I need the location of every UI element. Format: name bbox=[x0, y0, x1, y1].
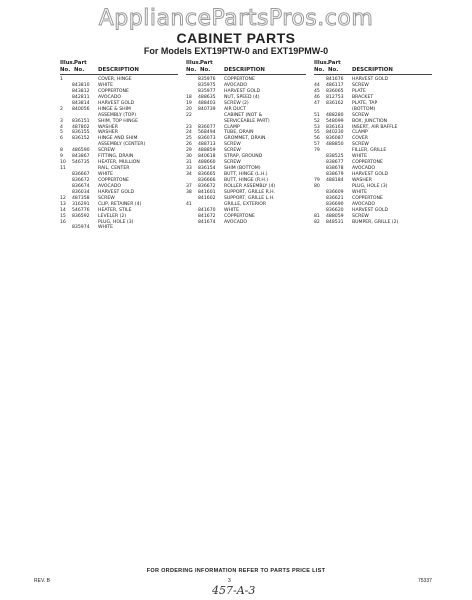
item-number: 18 bbox=[186, 94, 192, 100]
part-number: 835974 bbox=[72, 225, 90, 231]
part-description: ROLLER ASSEMBLY (4) bbox=[224, 183, 276, 189]
item-number: 5 bbox=[60, 130, 63, 136]
part-description: SCREW bbox=[98, 195, 115, 201]
item-number: 3 bbox=[60, 118, 63, 124]
part-description: SERVICEABLE PART) bbox=[224, 118, 270, 124]
part-number: 840056 bbox=[72, 106, 90, 112]
part-description: HEATER, STILE bbox=[98, 207, 132, 213]
part-number: 488859 bbox=[198, 148, 216, 154]
header-description: DESCRIPTION bbox=[98, 67, 139, 73]
part-description: HINGE AND SHIM bbox=[98, 136, 138, 142]
part-description: SCREW bbox=[224, 148, 241, 154]
part-description: WASHER bbox=[352, 177, 372, 183]
part-description: COPPERTONE bbox=[98, 88, 129, 94]
watermark: AppliancePartsPros.com bbox=[98, 6, 374, 31]
part-description: AVOCADO bbox=[98, 183, 122, 189]
part-description: SCREW bbox=[98, 148, 115, 154]
parts-column-3 bbox=[314, 60, 432, 225]
part-number: 486117 bbox=[326, 82, 344, 88]
part-number: 836665 bbox=[198, 172, 216, 177]
part-description: WHITE bbox=[224, 207, 240, 213]
part-number: 836609 bbox=[326, 189, 344, 195]
header-illus: Illus. bbox=[60, 60, 75, 66]
part-number: 488635 bbox=[198, 94, 216, 100]
part-number: 836087 bbox=[326, 136, 344, 142]
part-number: 836073 bbox=[198, 136, 216, 142]
item-number: 51 bbox=[314, 112, 320, 118]
part-description: WASHER bbox=[98, 130, 118, 136]
part-number: 836674 bbox=[72, 183, 90, 189]
part-description: COPPERTONE bbox=[352, 160, 383, 166]
part-number: 486590 bbox=[72, 148, 90, 154]
part-description: STRAP, GROUND bbox=[224, 154, 263, 160]
part-number: 840739 bbox=[198, 106, 216, 112]
part-description: HARVEST GOLD bbox=[98, 100, 135, 106]
part-number: 835977 bbox=[198, 88, 216, 94]
part-description: TUBE, DRAIN bbox=[224, 130, 254, 136]
item-number: 34 bbox=[186, 172, 192, 177]
part-description: FILLER, GRILLE bbox=[352, 148, 387, 154]
part-number: 843810 bbox=[72, 82, 90, 88]
part-number: 836666 bbox=[198, 177, 216, 183]
item-number: 9 bbox=[60, 154, 63, 160]
part-number: 836620 bbox=[326, 207, 344, 213]
part-description: HARVEST GOLD bbox=[352, 207, 389, 213]
part-description: GRILLE, EXTERIOR bbox=[224, 201, 267, 207]
part-number: 842811 bbox=[72, 94, 90, 100]
part-number: 836034 bbox=[72, 189, 90, 195]
part-number: 840618 bbox=[198, 154, 216, 160]
part-description: BRACKET bbox=[352, 94, 374, 100]
item-number: 16 bbox=[60, 219, 66, 225]
item-number: 79 bbox=[314, 148, 320, 154]
part-row bbox=[314, 220, 432, 226]
handwritten-note: 457-A-3 bbox=[212, 584, 256, 597]
part-number: 841676 bbox=[326, 77, 344, 82]
item-number: 25 bbox=[186, 136, 192, 142]
item-number: 19 bbox=[186, 100, 192, 106]
part-number: 488280 bbox=[326, 112, 344, 118]
part-number: 848531 bbox=[326, 219, 344, 225]
part-description: WHITE bbox=[98, 82, 114, 88]
part-number: 568494 bbox=[198, 130, 216, 136]
part-row bbox=[186, 220, 306, 226]
part-number: 836065 bbox=[326, 88, 344, 94]
item-number: 23 bbox=[186, 124, 192, 130]
item-number: 38 bbox=[186, 189, 192, 195]
column-header bbox=[314, 60, 432, 75]
part-description: SHIM (BOTTOM) bbox=[224, 166, 261, 172]
part-description: WHITE bbox=[352, 154, 368, 160]
part-description: AVOCADO bbox=[352, 201, 376, 207]
part-number: 836672 bbox=[198, 183, 216, 189]
date-code: 75337 bbox=[418, 578, 432, 584]
part-description: INSERT, AIR BAFFLE bbox=[352, 124, 398, 130]
header-illus: Illus. bbox=[186, 60, 201, 66]
part-number: 836151 bbox=[72, 118, 90, 124]
part-number: 843867 bbox=[72, 154, 90, 160]
item-number: 45 bbox=[314, 88, 320, 94]
part-number: 836672 bbox=[72, 177, 90, 183]
part-number: 843814 bbox=[72, 100, 90, 106]
item-number: 55 bbox=[314, 130, 320, 136]
item-number: 8 bbox=[60, 148, 63, 154]
item-number: 53 bbox=[314, 124, 320, 130]
part-description: BUTT, HINGE (L.H.) bbox=[224, 172, 268, 177]
part-description: SCREW (2) bbox=[224, 100, 249, 106]
part-description: WHITE bbox=[98, 225, 114, 231]
part-number: 836077 bbox=[198, 124, 216, 130]
part-number: 488713 bbox=[198, 142, 216, 148]
part-description: HINGE & SHIM bbox=[98, 106, 131, 112]
item-number: 15 bbox=[60, 213, 66, 219]
item-number: 26 bbox=[186, 142, 192, 148]
item-number: 22 bbox=[186, 112, 192, 118]
header-part-no: No. bbox=[328, 67, 339, 73]
part-description: SCREW bbox=[224, 142, 241, 148]
part-number: 487358 bbox=[72, 195, 90, 201]
part-description: HARVEST GOLD bbox=[98, 189, 135, 195]
part-description: SCREW bbox=[352, 142, 369, 148]
part-description: AVOCADO bbox=[98, 94, 122, 100]
part-description: SCREW bbox=[352, 82, 369, 88]
part-number: 836155 bbox=[72, 130, 90, 136]
part-description: SCREW bbox=[352, 213, 369, 219]
part-description: AVOCADO bbox=[352, 166, 376, 172]
part-description: (BOTTOM) bbox=[352, 106, 376, 112]
item-number: 56 bbox=[314, 136, 320, 142]
part-number: 836621 bbox=[326, 195, 344, 201]
part-number: 838525 bbox=[326, 154, 344, 160]
item-number: 11 bbox=[60, 166, 66, 172]
part-number: 488660 bbox=[198, 160, 216, 166]
part-number: 836690 bbox=[326, 201, 344, 207]
part-description: COPPERTONE bbox=[352, 195, 383, 201]
header-part-no: No. bbox=[200, 67, 211, 73]
part-number: 836152 bbox=[72, 136, 90, 142]
part-description: HEATER, MULLION bbox=[98, 160, 140, 166]
part-description: ASSEMBLY (CENTER) bbox=[98, 142, 146, 148]
part-number: 841601 bbox=[198, 189, 216, 195]
part-number: 836162 bbox=[326, 100, 344, 106]
part-number: 835976 bbox=[198, 77, 216, 82]
part-description: PLATE, TAP bbox=[352, 100, 378, 106]
part-description: SCREW bbox=[224, 160, 241, 166]
part-number: 836592 bbox=[72, 213, 90, 219]
part-description: COPPERTONE bbox=[98, 177, 129, 183]
part-description: WHITE bbox=[352, 189, 368, 195]
part-description: HARVEST GOLD bbox=[224, 88, 261, 94]
item-number: 10 bbox=[60, 160, 66, 166]
part-description: FITTING, DRAIN bbox=[98, 154, 134, 160]
header-illus-no: No. bbox=[314, 67, 325, 73]
item-number: 29 bbox=[186, 148, 192, 154]
part-description: BOX, JUNCTION bbox=[352, 118, 388, 124]
part-description: ASSEMBLY (TOP) bbox=[98, 112, 136, 118]
part-number: 836163 bbox=[326, 124, 344, 130]
part-description: WHITE bbox=[98, 172, 114, 177]
header-description: DESCRIPTION bbox=[224, 67, 265, 73]
part-description: CLAMP bbox=[224, 124, 240, 130]
part-number: 546776 bbox=[72, 207, 90, 213]
part-number: 487802 bbox=[72, 124, 90, 130]
part-number: 835975 bbox=[198, 82, 216, 88]
header-description: DESCRIPTION bbox=[352, 67, 393, 73]
part-description: NUT, SPEED (4) bbox=[224, 94, 260, 100]
part-number: 838677 bbox=[326, 160, 344, 166]
item-number: 6 bbox=[60, 136, 63, 142]
part-number: 841674 bbox=[198, 219, 216, 225]
header-illus-no: No. bbox=[186, 67, 197, 73]
column-header bbox=[186, 60, 306, 75]
item-number: 82 bbox=[314, 219, 320, 225]
part-description: AVOCADO bbox=[224, 82, 248, 88]
part-number: 488403 bbox=[198, 100, 216, 106]
item-number: 4 bbox=[60, 124, 63, 130]
part-description: BUMPER, GRILLE (2) bbox=[352, 219, 399, 225]
part-description: CABINET (NOT & bbox=[224, 112, 263, 118]
part-description: GROMMET, DRAIN bbox=[224, 136, 266, 142]
part-number: 838678 bbox=[326, 166, 344, 172]
page-title: CABINET PARTS bbox=[176, 30, 296, 46]
item-number: 13 bbox=[60, 201, 66, 207]
part-description: LEVELER (2) bbox=[98, 213, 127, 219]
part-description: SUPPORT, GRILLE L.H. bbox=[224, 195, 275, 201]
item-number: 31 bbox=[186, 160, 192, 166]
part-description: AIR DUCT bbox=[224, 106, 247, 112]
part-description: COPPERTONE bbox=[224, 213, 255, 219]
item-number: 2 bbox=[60, 106, 63, 112]
item-number: 79 bbox=[314, 177, 320, 183]
header-part: Part bbox=[328, 60, 341, 66]
part-description: SCREW bbox=[352, 112, 369, 118]
ordering-note: FOR ORDERING INFORMATION REFER TO PARTS PRICE LIST bbox=[146, 568, 326, 574]
part-description: COPPERTONE bbox=[224, 77, 255, 82]
item-number: 37 bbox=[186, 183, 192, 189]
part-description: PLUG, HOLE (3) bbox=[98, 219, 134, 225]
item-number: 57 bbox=[314, 142, 320, 148]
part-description: PLATE bbox=[352, 88, 366, 94]
part-number: 843812 bbox=[72, 88, 90, 94]
item-number: 44 bbox=[314, 82, 320, 88]
item-number: 80 bbox=[314, 183, 320, 189]
item-number: 41 bbox=[186, 201, 192, 207]
header-part: Part bbox=[74, 60, 87, 66]
part-number: 836154 bbox=[198, 166, 216, 172]
header-part-no: No. bbox=[74, 67, 85, 73]
part-number: 836667 bbox=[72, 172, 90, 177]
part-description: AVOCADO bbox=[224, 219, 248, 225]
part-description: SUPPORT, GRILLE R.H. bbox=[224, 189, 275, 195]
part-description: HARVEST GOLD bbox=[352, 172, 389, 177]
part-number: 546735 bbox=[72, 160, 90, 166]
part-number: 812753 bbox=[326, 94, 344, 100]
header-illus-no: No. bbox=[60, 67, 71, 73]
item-number: 46 bbox=[314, 94, 320, 100]
part-number: 488850 bbox=[326, 142, 344, 148]
part-description: CLIP, RETAINER (4) bbox=[98, 201, 142, 207]
page-subtitle: For Models EXT19PTW-0 and EXT19PMW-0 bbox=[143, 46, 329, 56]
item-number: 30 bbox=[186, 154, 192, 160]
part-number: 488059 bbox=[326, 213, 344, 219]
parts-column-2 bbox=[186, 60, 306, 225]
part-number: 488184 bbox=[326, 177, 344, 183]
item-number: 52 bbox=[314, 118, 320, 124]
header-part: Part bbox=[200, 60, 213, 66]
item-number: 12 bbox=[60, 195, 66, 201]
column-header bbox=[60, 60, 178, 75]
header-illus: Illus. bbox=[314, 60, 329, 66]
part-description: PLUG, HOLE (3) bbox=[352, 183, 388, 189]
part-description: WASHER bbox=[98, 124, 118, 130]
part-description: COVER bbox=[352, 136, 368, 142]
part-description: BUTT, HINGE (R.H.) bbox=[224, 177, 269, 183]
item-number: 24 bbox=[186, 130, 192, 136]
part-description: SHIM, TOP HINGE bbox=[98, 118, 138, 124]
part-description: HARVEST GOLD bbox=[352, 77, 389, 82]
part-number: 840230 bbox=[326, 130, 344, 136]
item-number: 20 bbox=[186, 106, 192, 112]
part-number: 548099 bbox=[326, 118, 344, 124]
revision-label: REV. B bbox=[34, 578, 50, 584]
parts-column-1 bbox=[60, 60, 178, 231]
part-row bbox=[60, 225, 178, 231]
part-number: 838679 bbox=[326, 172, 344, 177]
item-number: 81 bbox=[314, 213, 320, 219]
part-description: COVER, HINGE bbox=[98, 77, 132, 82]
part-number: 841672 bbox=[198, 213, 216, 219]
item-number: 33 bbox=[186, 166, 192, 172]
item-number: 14 bbox=[60, 207, 66, 213]
item-number: 47 bbox=[314, 100, 320, 106]
part-description: RAIL, CENTER bbox=[98, 166, 130, 172]
page-number: 3 bbox=[228, 578, 231, 584]
part-number: 841670 bbox=[198, 207, 216, 213]
item-number: 1 bbox=[60, 77, 63, 82]
part-number: 316291 bbox=[72, 201, 90, 207]
part-number: 841602 bbox=[198, 195, 216, 201]
part-description: CLAMP bbox=[352, 130, 368, 136]
